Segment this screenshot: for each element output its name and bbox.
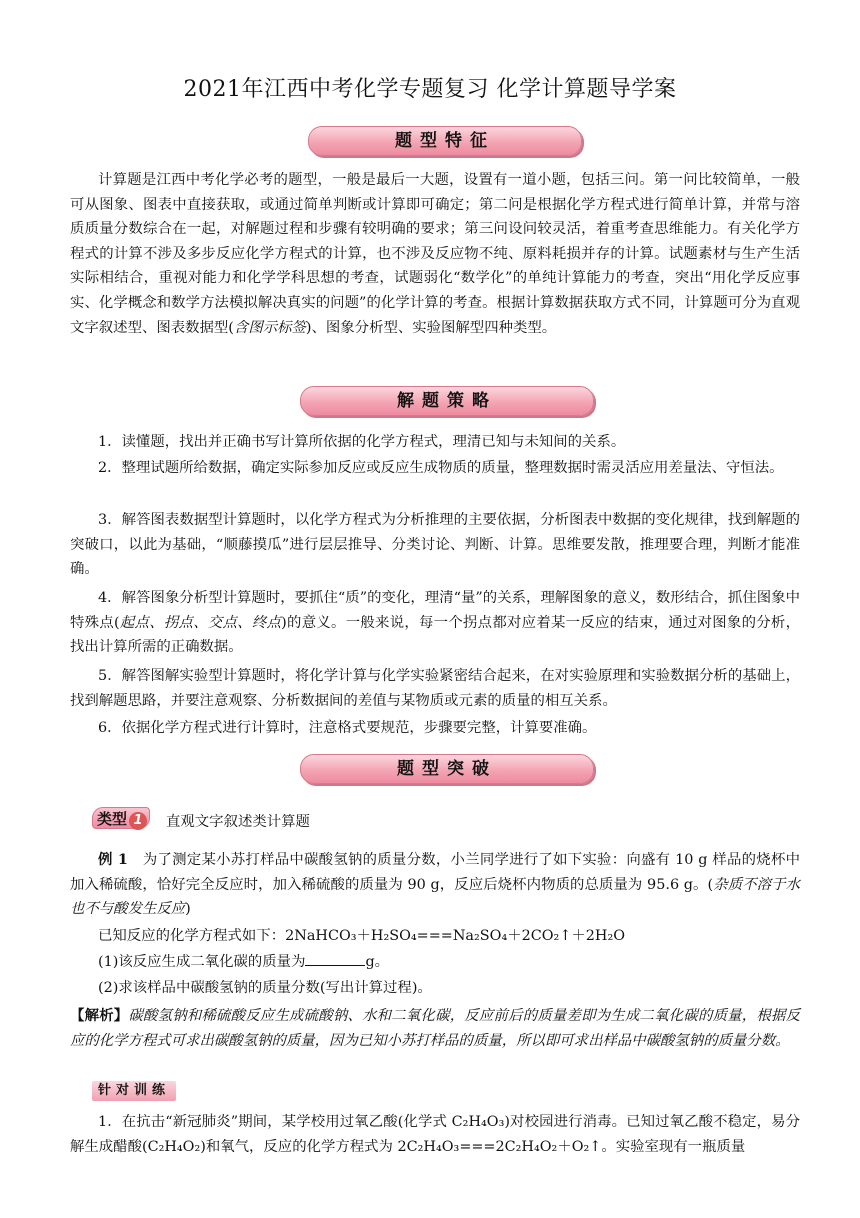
training-tag: 针对训练 [92, 1081, 176, 1101]
strategy-2: 2．整理试题所给数据，确定实际参加反应或反应生成物质的质量，整理数据时需灵活应用差量法、守恒法。 [98, 460, 784, 476]
example-analysis: 【解析】碳酸氢钠和稀硫酸反应生成硫酸钠、水和二氧化碳，反应前后的质量差即为生成二氧化碳的质量，根据反应的化学方程式可求出碳酸氢钠的质量，因为已知小苏打样品的质量，所以即可求出样品中碳酸氢钠的质量分数。 [70, 1007, 800, 1049]
intro-paragraph: 计算题是江西中考化学必考的题型，一般是最后一大题，设置有一道小题，包括三问。第一问比较简单，一般可从图象、图表中直接获取，或通过简单判断或计算即可确定；第二问是根据化学方程式进行简单计算，并常与溶质质量分数综合在一起，对解题过程和步骤有较明确的要求；第三问设问较灵活，着重考查思维能力。有关化学方程式的计算不涉及多步反应化学方程式的计算，也不涉及反应物不纯、原料耗损并存的计算。试题素材与生产生活实际相结合，重视对能力和化学学科思想的考查，试题弱化“数学化”的单纯计算能力的考查，突出“用化学反应事实、化学概念和数学方法模拟解决真实的问题”的化学计算的考查。根据计算数据获取方式不同，计算题可分为直观文字叙述型、图表数据型(含图示标签)、图象分析型、实验图解型四种类型。 [70, 172, 800, 336]
example-equation: 已知反应的化学方程式如下：2NaHCO₃＋H₂SO₄===Na₂SO₄＋2CO₂↑＋2H₂O [98, 928, 626, 944]
section-banner-strategy: 解题策略 [300, 386, 594, 416]
example-note: 杂质不溶于水也不与酸发生反应 [70, 876, 800, 918]
strategy-1: 1．读懂题，找出并正确书写计算所依据的化学方程式，理清已知与未知间的关系。 [98, 434, 626, 450]
strategy-3: 3．解答图表数据型计算题时，以化学方程式为分析推理的主要依据，分析图表中数据的变化规律，找到解题的突破口，以此为基础，“顺藤摸瓜”进行层层推导、分类讨论、判断、计算。思维要发散，推理要合理，判断才能准确。 [70, 512, 800, 578]
page-title: 2021年江西中考化学专题复习 化学计算题导学案 [183, 77, 677, 102]
example-question-1: (1)该反应生成二氧化碳的质量为 g。 [70, 950, 800, 975]
example-1: 例 1 为了测定某小苏打样品中碳酸氢钠的质量分数，小兰同学进行了如下实验：向盛有 10 g 样品的烧杯中加入稀硫酸，恰好完全反应时，加入稀硫酸的质量为 90 g，反应后烧杯内物质的总质量为 95.6 g。(杂质不溶于水也不与酸发生反应) [70, 851, 800, 918]
section-banner-breakthrough: 题型突破 [300, 754, 594, 784]
strategy-4-note: 起点、拐点、交点、终点 [119, 614, 282, 631]
training-question-1: 1．在抗击“新冠肺炎”期间，某学校用过氧乙酸(化学式 C₂H₄O₃)对校园进行消毒。已知过氧乙酸不稳定，易分解生成醋酸(C₂H₄O₂)和氧气，反应的化学方程式为 2C₂H₄O₃===2C₂H₄O₂＋O₂↑。实验室现有一瓶质量 [70, 1114, 800, 1155]
intro-note: 含图示标签 [233, 319, 306, 336]
strategy-6: 6．依据化学方程式进行计算时，注意格式要规范，步骤要完整，计算要准确。 [98, 720, 597, 736]
type-badge: 类型 1 [92, 807, 150, 829]
example-question-2: (2)求该样品中碳酸氢钠的质量分数(写出计算过程)。 [98, 980, 432, 996]
analysis-head: 【解析】 [70, 1007, 129, 1024]
type-label: 直观文字叙述类计算题 [166, 814, 310, 830]
strategy-4: 4．解答图象分析型计算题时，要抓住“质”的变化，理清“量”的关系，理解图象的意义，数形结合，抓住图象中特殊点(起点、拐点、交点、终点)的意义。一般来说，每一个拐点都对应着某一反应的结束，通过对图象的分析，找出计算所需的正确数据。 [70, 590, 800, 656]
example-head: 例 1 [98, 851, 128, 868]
strategy-5: 5．解答图解实验型计算题时，将化学计算与化学实验紧密结合起来，在对实验原理和实验数据分析的基础上，找到解题思路，并要注意观察、分析数据间的差值与某物质或元素的质量的相互关系。 [70, 668, 800, 709]
section-banner-features: 题型特征 [308, 126, 582, 156]
answer-blank[interactable] [305, 951, 365, 966]
